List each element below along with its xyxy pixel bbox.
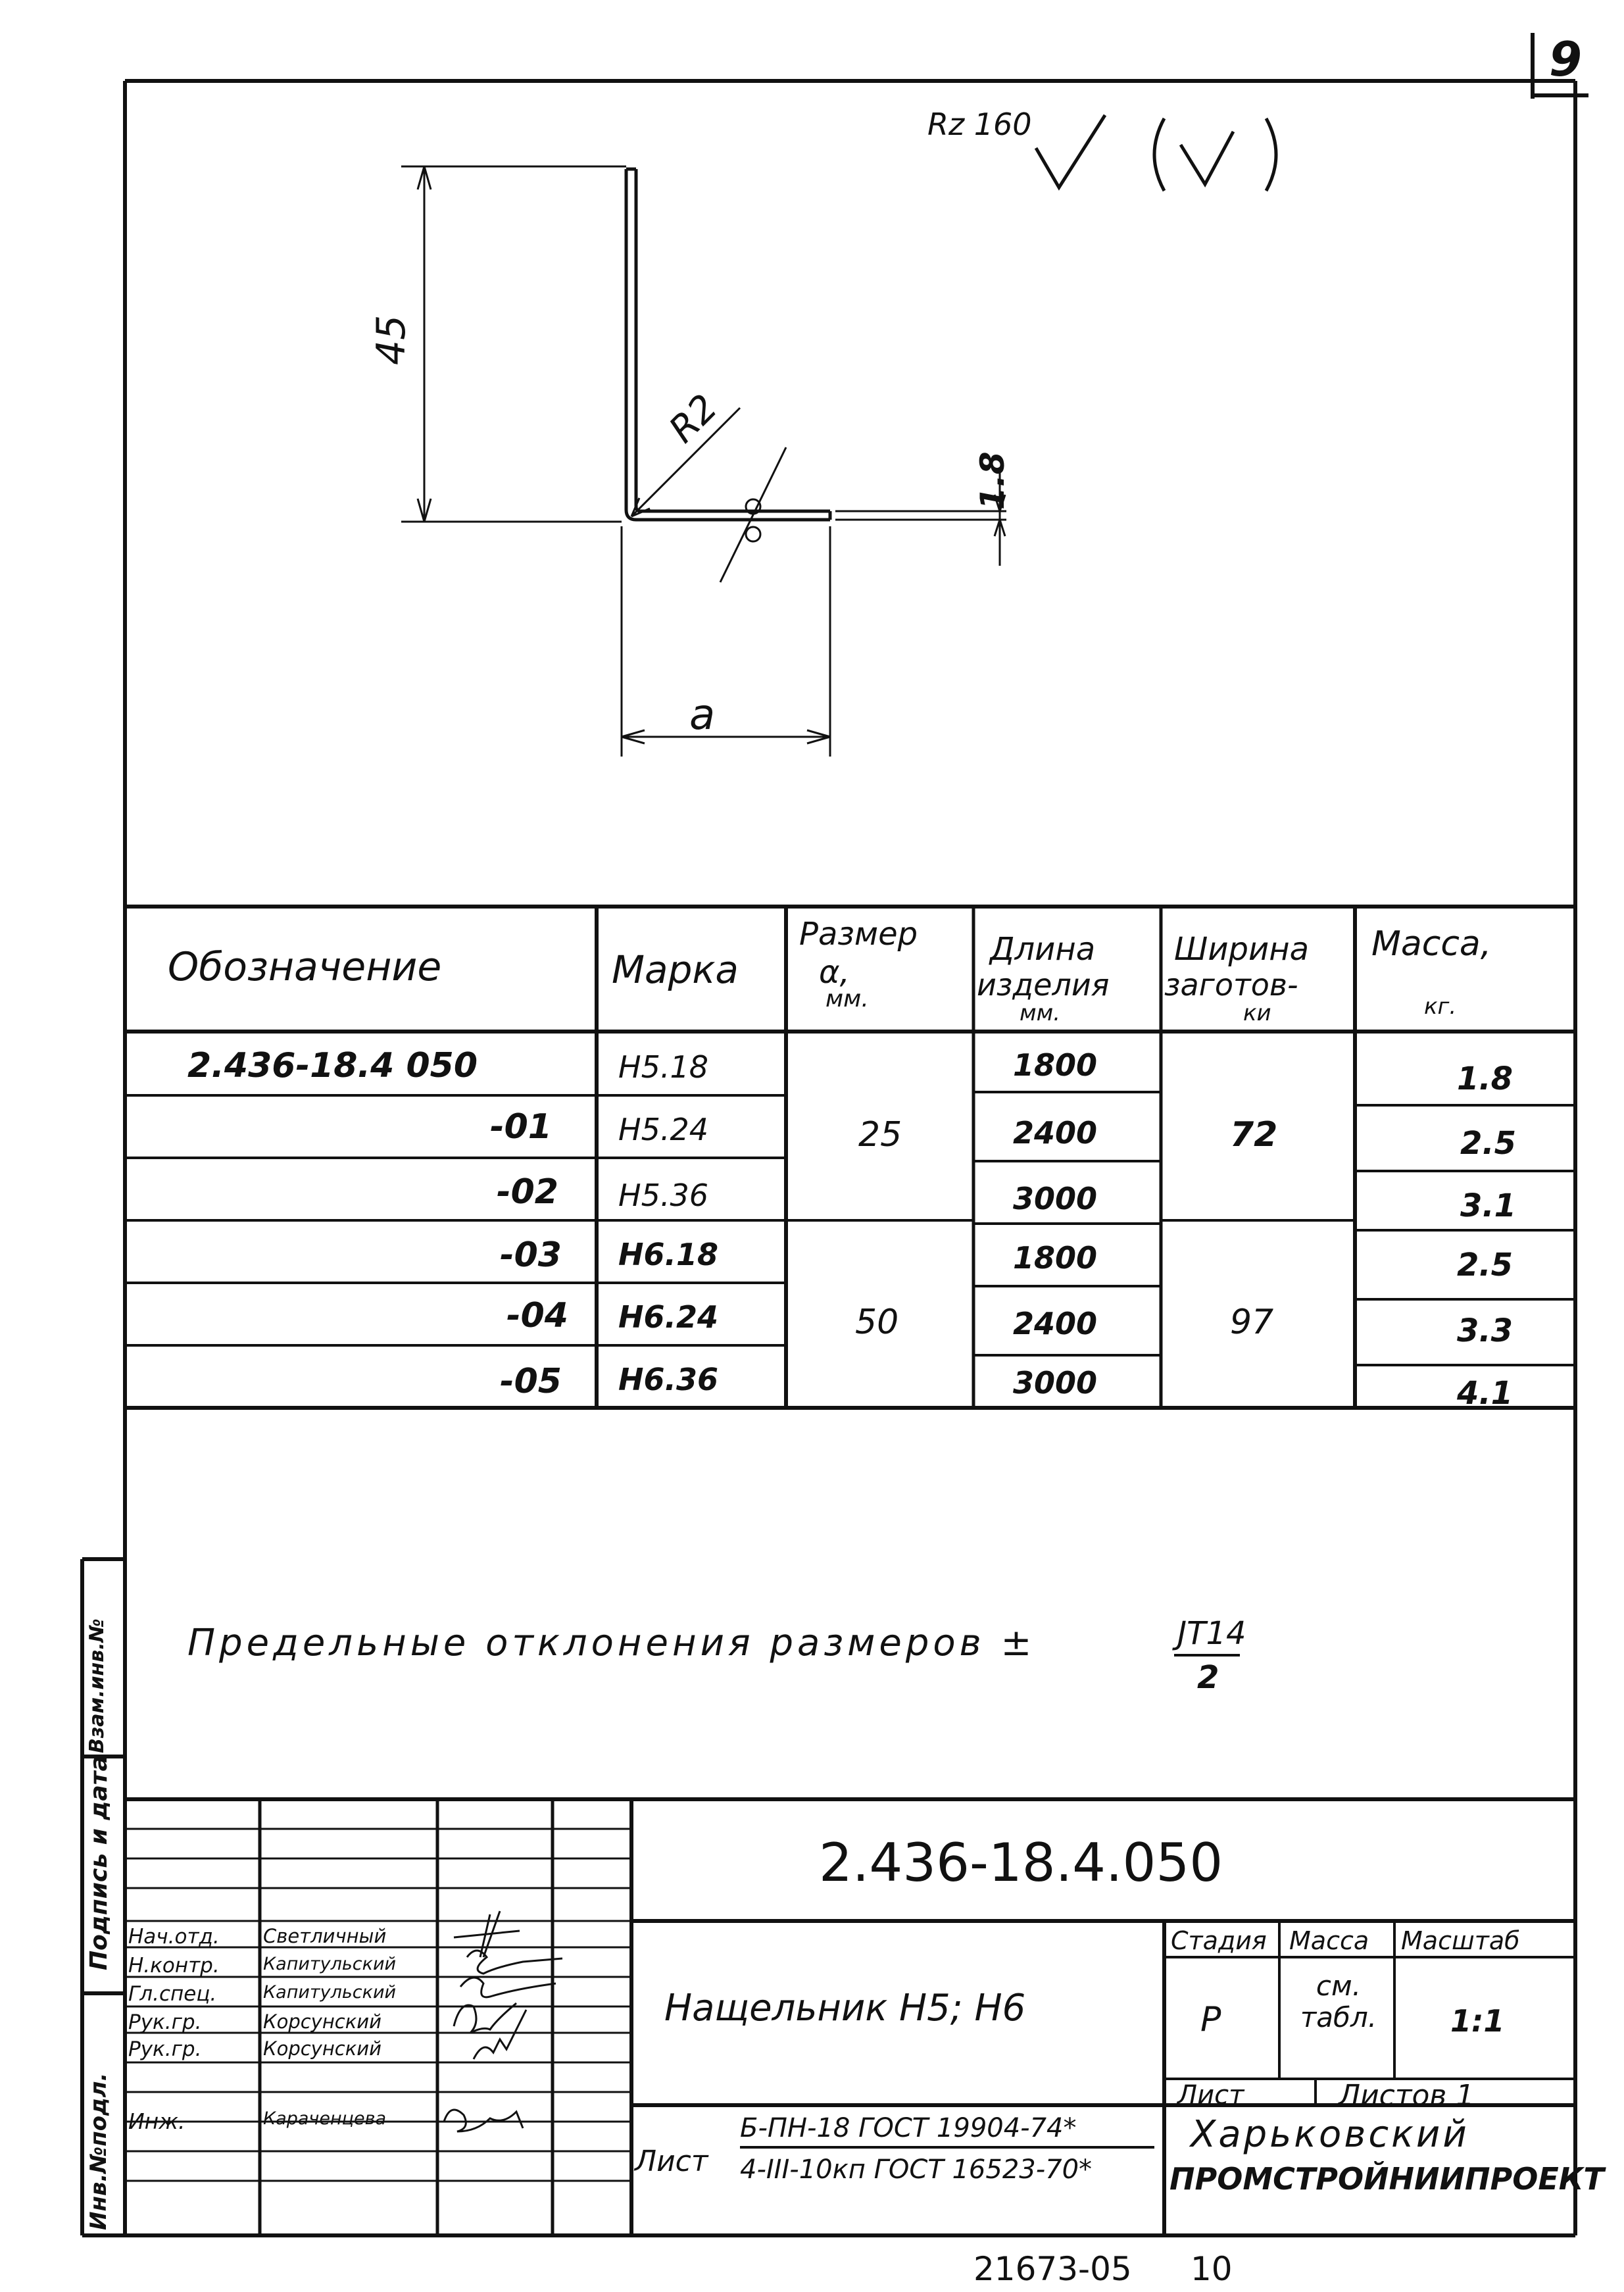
value-stage: Р [1200, 2000, 1221, 2039]
value-scale: 1:1 [1450, 2003, 1505, 2039]
roughness-label: Rz 160 [927, 107, 1032, 142]
header-width-3: ки [1243, 1000, 1271, 1026]
row-length: 3000 [1013, 1181, 1098, 1216]
page-number: 9 [1549, 32, 1583, 87]
signature [460, 1978, 556, 1997]
dim-thickness-label: 1.8 [973, 451, 1012, 510]
group-size-1: 25 [858, 1115, 902, 1155]
header-scale: Масштаб [1401, 1926, 1520, 1955]
row-designation: -03 [500, 1235, 562, 1275]
role-label: Рук.гр. [128, 2010, 202, 2034]
tolerance-note: Предельные отклонения размеров ± [187, 1622, 1036, 1664]
dim-radius-label: R2 [661, 386, 726, 451]
row-mass: 3.1 [1460, 1187, 1517, 1224]
row-length: 1800 [1013, 1240, 1098, 1276]
role-label: Рук.гр. [128, 2037, 202, 2061]
tolerance-denominator: 2 [1197, 1659, 1219, 1696]
row-mass: 2.5 [1457, 1247, 1513, 1283]
row-designation: -05 [500, 1362, 562, 1401]
row-mass: 1.8 [1457, 1060, 1513, 1097]
signature [444, 2110, 523, 2131]
row-mark: Н5.18 [618, 1049, 709, 1085]
material-top: Б-ПН-18 ГОСТ 19904-74* [740, 2113, 1077, 2143]
role-name: Караченцева [263, 2108, 387, 2129]
sheet-label: Лист [1177, 2080, 1244, 2110]
group-width-1: 72 [1230, 1115, 1278, 1155]
header-length-3: мм. [1020, 1000, 1061, 1026]
role-name: Корсунский [263, 2010, 381, 2033]
org-name-line1: Харьковский [1191, 2113, 1469, 2156]
header-mass-2: кг. [1424, 993, 1457, 1020]
role-name: Капитульский [263, 1982, 397, 2003]
doc-number: 2.436-18.4.050 [819, 1832, 1223, 1893]
material-prefix: Лист [635, 2145, 708, 2178]
value-mass [1286, 1970, 1391, 2033]
group-size-2: 50 [855, 1303, 899, 1342]
role-name: Капитульский [263, 1954, 397, 1974]
value-mass-text: см. табл. [1300, 1970, 1377, 2033]
row-mark: Н6.24 [618, 1299, 718, 1335]
role-name: Светличный [263, 1925, 387, 1947]
dim-height-label: 45 [368, 314, 414, 365]
org-name-line2: ПРОМСТРОЙНИИПРОЕКТ [1169, 2161, 1604, 2197]
row-mark: Н6.36 [618, 1362, 718, 1397]
role-label: Нач.отд. [128, 1925, 220, 1949]
tolerance-numerator: JT14 [1177, 1615, 1246, 1652]
group-width-2: 97 [1230, 1303, 1274, 1342]
role-label: Н.контр. [128, 1954, 220, 1978]
stamp-sign-date: Подпись и дата [86, 1755, 112, 1970]
header-length-1: Длина [990, 931, 1096, 968]
header-width-1: Ширина [1174, 931, 1309, 968]
row-designation: -04 [506, 1296, 568, 1335]
header-designation: Обозначение [168, 944, 442, 990]
row-length: 3000 [1013, 1365, 1098, 1401]
signature [454, 2003, 516, 2033]
item-name: Нащельник Н5; Н6 [664, 1987, 1026, 2030]
archive-number: 21673-05 [973, 2250, 1132, 2288]
stamp-inv-orig: Инв.№подл. [86, 2072, 112, 2230]
row-mass: 2.5 [1460, 1125, 1517, 1162]
role-label: Инж. [128, 2108, 185, 2134]
role-label: Гл.спец. [128, 1982, 217, 2006]
header-stage: Стадия [1171, 1926, 1267, 1955]
header-length-2: изделия [977, 967, 1110, 1003]
header-mass: Масса [1289, 1926, 1369, 1955]
row-mark: Н5.36 [618, 1178, 709, 1213]
row-designation: 2.436-18.4 050 [187, 1046, 478, 1085]
header-mark: Марка [612, 947, 739, 992]
row-length: 2400 [1013, 1115, 1098, 1151]
header-size-1: Размер [799, 916, 918, 953]
stamp-vzam: Взам.инв.№ [86, 1618, 109, 1753]
row-length: 1800 [1013, 1047, 1098, 1083]
row-length: 2400 [1013, 1306, 1098, 1341]
sheet-number: 10 [1191, 2250, 1233, 2288]
header-size-2: α, [819, 954, 850, 991]
row-mass: 3.3 [1457, 1312, 1513, 1349]
header-mass-1: Масса, [1371, 924, 1492, 964]
signature [454, 1911, 520, 1957]
row-mark: Н5.24 [618, 1112, 709, 1147]
header-width-2: заготов- [1164, 967, 1298, 1003]
dim-width-label: a [689, 691, 716, 739]
row-designation: -01 [490, 1107, 552, 1147]
sheets-label: Листов 1 [1339, 2079, 1475, 2112]
material-fraction-bar [740, 2146, 1154, 2149]
header-size-3: мм. [825, 985, 869, 1012]
material-bottom: 4-III-10кп ГОСТ 16523-70* [740, 2155, 1093, 2185]
row-mark: Н6.18 [618, 1237, 718, 1272]
row-mass: 4.1 [1457, 1375, 1513, 1412]
role-name: Корсунский [263, 2037, 381, 2060]
row-designation: -02 [497, 1172, 558, 1212]
